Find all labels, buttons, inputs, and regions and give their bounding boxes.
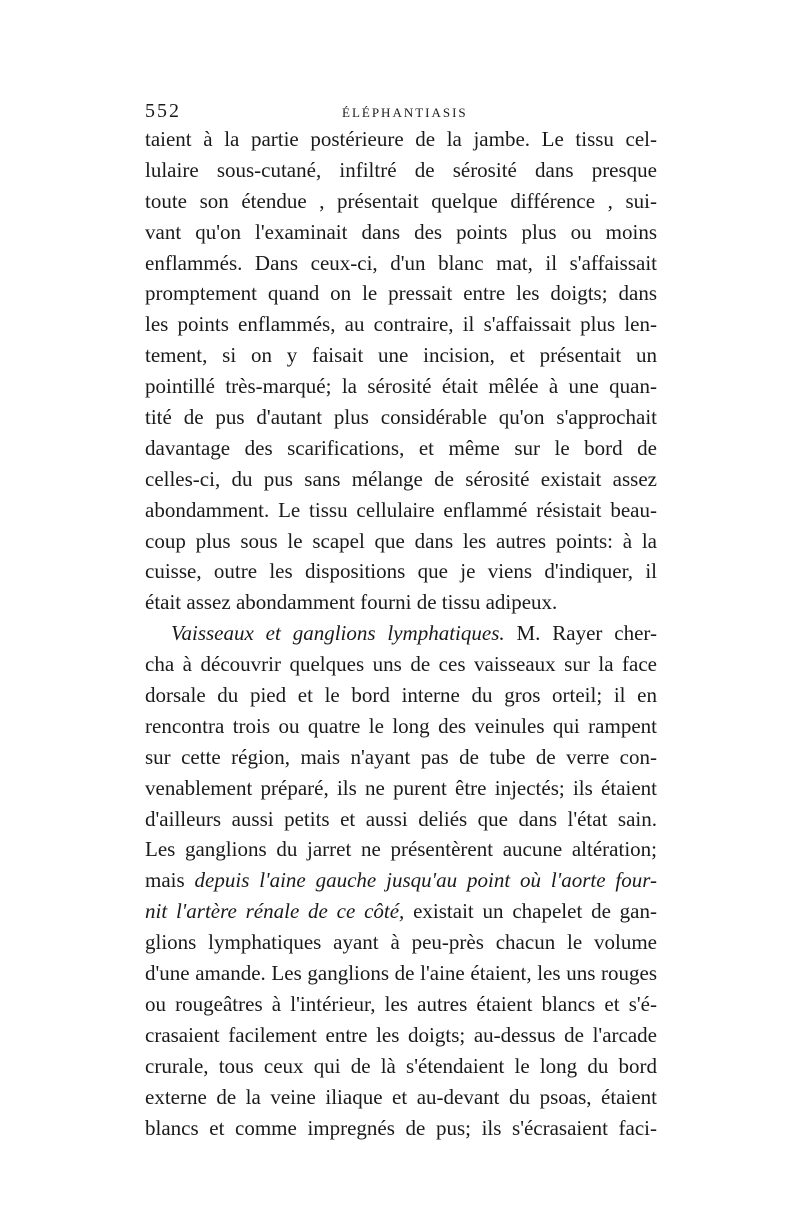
section-heading: Vaisseaux et ganglions lymphatiques. [171, 621, 505, 646]
text-line: les points enflammés, au contraire, il s'affaissait plus len- [145, 312, 657, 337]
paragraph-heading-line [145, 618, 657, 649]
text-line: cha à découvrir quelques uns de ces vaisseaux sur la face [145, 652, 657, 677]
text-line: tement, si on y faisait une incision, et présentait un [145, 343, 657, 368]
text-line: coup plus sous le scapel que dans les autres points: à la [145, 528, 657, 553]
text-line: toute son étendue , présentait quelque différence , sui- [145, 188, 657, 213]
text-line: vant qu'on l'examinait dans des points plus ou moins [145, 219, 657, 244]
text-line: pointillé très-marqué; la sérosité était mêlée à une quan- [145, 374, 657, 399]
text-line: venablement préparé, ils ne purent être injectés; ils étaient [145, 775, 657, 800]
text-fragment: mais [145, 868, 195, 893]
text-line: celles-ci, du pus sans mélange de sérosité existait assez [145, 466, 657, 491]
text-line: sur cette région, mais n'ayant pas de tube de verre con- [145, 744, 657, 769]
text-line: promptement quand on le pressait entre les doigts; dans [145, 281, 657, 306]
text-line-mixed [145, 896, 657, 927]
text-fragment: M. Rayer cher- [504, 621, 657, 646]
text-line: crasaient facilement entre les doigts; au-dessus de l'arcade [145, 1022, 657, 1047]
running-title: ÉLÉPHANTIASIS [342, 105, 468, 120]
text-line: dorsale du pied et le bord interne du gros orteil; il en [145, 683, 657, 708]
text-line: taient à la partie postérieure de la jambe. Le tissu cel- [145, 127, 657, 151]
body-text [145, 124, 657, 1143]
text-line: Les ganglions du jarret ne présentèrent aucune altération; [145, 837, 657, 862]
text-fragment: existait un chapelet de gan- [404, 899, 657, 924]
text-line: lulaire sous-cutané, infiltré de sérosité dans presque [145, 157, 657, 182]
page-number: 552 [145, 100, 181, 122]
text-line: était assez abondamment fourni de tissu adipeux. [145, 590, 558, 615]
text-line: externe de la veine iliaque et au-devant du psoas, étaient [145, 1084, 657, 1109]
page-header [145, 100, 657, 124]
text-line: enflammés. Dans ceux-ci, d'un blanc mat, il s'affaissait [145, 250, 657, 275]
text-line: tité de pus d'autant plus considérable qu'on s'approchait [145, 405, 657, 430]
text-line: crurale, tous ceux qui de là s'étendaient le long du bord [145, 1053, 657, 1078]
text-line: glions lymphatiques ayant à peu-près chacun le volume [145, 930, 657, 955]
italic-fragment: nit l'artère rénale de ce côté, [145, 899, 405, 924]
text-line: d'une amande. Les ganglions de l'aine étaient, les uns rouges [145, 961, 657, 986]
text-line-mixed [145, 865, 657, 896]
text-line: davantage des scarifications, et même sur le bord de [145, 435, 657, 460]
text-line: cuisse, outre les dispositions que je viens d'indiquer, il [145, 559, 657, 584]
text-line: rencontra trois ou quatre le long des veinules qui rampent [145, 713, 657, 738]
text-line: abondamment. Le tissu cellulaire enflammé résistait beau- [145, 497, 657, 522]
text-line: d'ailleurs aussi petits et aussi deliés que dans l'état sain. [145, 806, 657, 831]
italic-fragment: depuis l'aine gauche jusqu'au point où l'aorte four- [194, 868, 657, 893]
text-line: blancs et comme impregnés de pus; ils s'écrasaient faci- [145, 1115, 657, 1140]
text-line: ou rougeâtres à l'intérieur, les autres étaient blancs et s'é- [145, 991, 657, 1016]
